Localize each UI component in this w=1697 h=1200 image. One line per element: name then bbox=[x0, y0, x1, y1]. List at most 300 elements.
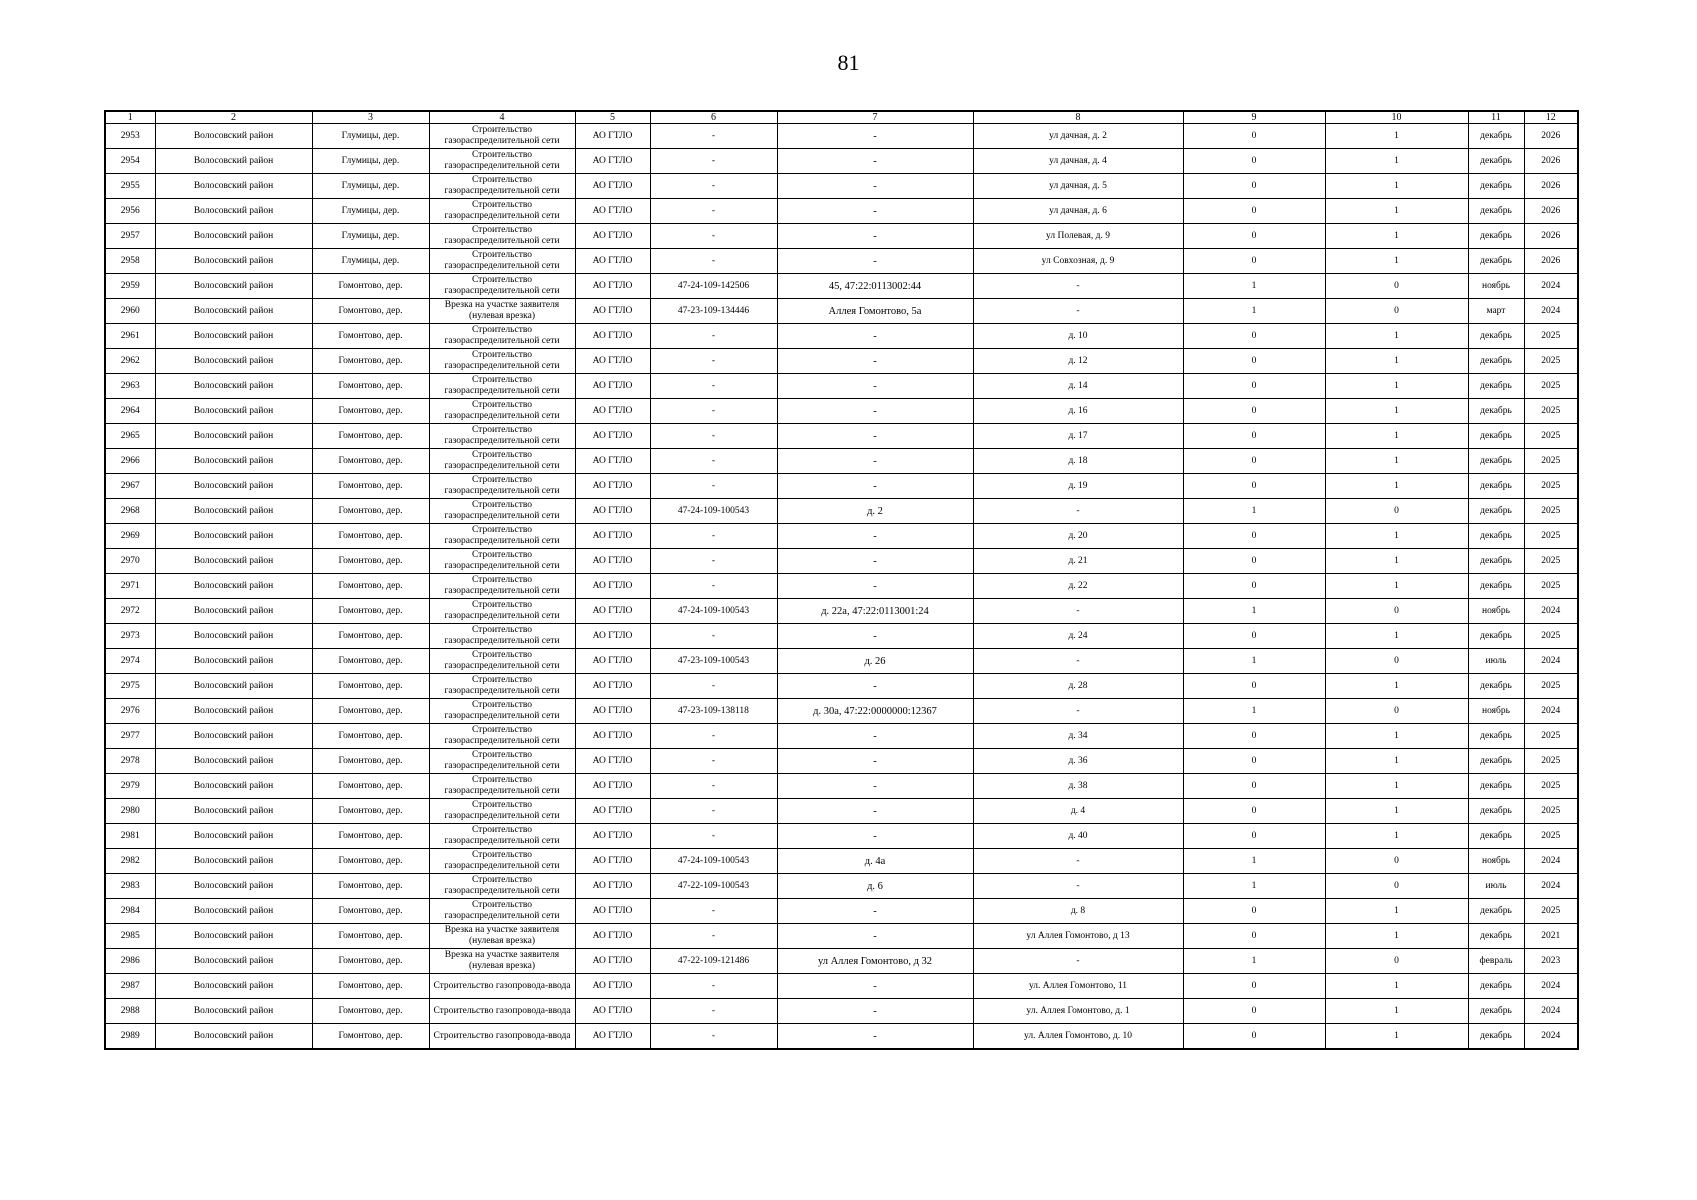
table-cell: Волосовский район bbox=[155, 324, 312, 349]
table-cell: 2026 bbox=[1524, 249, 1578, 274]
table-cell: 2956 bbox=[105, 199, 155, 224]
table-cell: 1 bbox=[1325, 674, 1468, 699]
table-cell: АО ГТЛО bbox=[575, 1024, 650, 1050]
table-cell: АО ГТЛО bbox=[575, 874, 650, 899]
table-cell: 47-22-109-100543 bbox=[650, 874, 777, 899]
table-cell: декабрь bbox=[1468, 774, 1524, 799]
table-cell: д. 20 bbox=[973, 524, 1183, 549]
table-row bbox=[105, 599, 1578, 624]
table-cell: - bbox=[650, 474, 777, 499]
table-cell: март bbox=[1468, 299, 1524, 324]
table-cell: - bbox=[777, 799, 973, 824]
table-cell: - bbox=[650, 799, 777, 824]
table-cell: - bbox=[650, 1024, 777, 1050]
table-cell: 1 bbox=[1325, 899, 1468, 924]
table-cell: 2025 bbox=[1524, 899, 1578, 924]
table-cell: - bbox=[777, 174, 973, 199]
table-cell: Гомонтово, дер. bbox=[312, 424, 429, 449]
table-cell: - bbox=[777, 624, 973, 649]
table-cell: декабрь bbox=[1468, 674, 1524, 699]
table-cell: 1 bbox=[1325, 324, 1468, 349]
table-cell: 1 bbox=[1325, 799, 1468, 824]
table-cell: декабрь bbox=[1468, 899, 1524, 924]
table-cell: д. 40 bbox=[973, 824, 1183, 849]
table-cell: 2974 bbox=[105, 649, 155, 674]
table-cell: 0 bbox=[1183, 824, 1325, 849]
table-cell: 0 bbox=[1183, 399, 1325, 424]
table-cell: - bbox=[777, 899, 973, 924]
table-cell: 2979 bbox=[105, 774, 155, 799]
table-cell: 1 bbox=[1325, 774, 1468, 799]
table-cell: декабрь bbox=[1468, 249, 1524, 274]
table-cell: 47-23-109-100543 bbox=[650, 649, 777, 674]
table-cell: АО ГТЛО bbox=[575, 599, 650, 624]
table-cell: Гомонтово, дер. bbox=[312, 824, 429, 849]
table-cell: декабрь bbox=[1468, 374, 1524, 399]
table-cell: Волосовский район bbox=[155, 649, 312, 674]
table-cell: 1 bbox=[1183, 874, 1325, 899]
table-cell: - bbox=[650, 524, 777, 549]
table-row bbox=[105, 724, 1578, 749]
table-row bbox=[105, 849, 1578, 874]
table-cell: 1 bbox=[1183, 499, 1325, 524]
table-cell: Строительство газораспределительной сети bbox=[429, 249, 575, 274]
table-cell: Гомонтово, дер. bbox=[312, 574, 429, 599]
table-cell: 1 bbox=[1183, 949, 1325, 974]
table-cell: д. 14 bbox=[973, 374, 1183, 399]
table-cell: Гомонтово, дер. bbox=[312, 649, 429, 674]
table-cell: Волосовский район bbox=[155, 349, 312, 374]
table-cell: Врезка на участке заявителя (нулевая врезка) bbox=[429, 949, 575, 974]
table-cell: Строительство газораспределительной сети bbox=[429, 699, 575, 724]
table-cell: 2953 bbox=[105, 124, 155, 149]
table-cell: 2025 bbox=[1524, 349, 1578, 374]
table-cell: ул. Аллея Гомонтово, д. 10 bbox=[973, 1024, 1183, 1050]
table-cell: АО ГТЛО bbox=[575, 424, 650, 449]
table-cell: - bbox=[973, 849, 1183, 874]
table-cell: Гомонтово, дер. bbox=[312, 699, 429, 724]
table-cell: Строительство газораспределительной сети bbox=[429, 899, 575, 924]
table-cell: 2024 bbox=[1524, 974, 1578, 999]
table-cell: Глумицы, дер. bbox=[312, 149, 429, 174]
table-cell: Волосовский район bbox=[155, 974, 312, 999]
table-cell: 1 bbox=[1325, 824, 1468, 849]
table-cell: 2025 bbox=[1524, 549, 1578, 574]
table-cell: 1 bbox=[1325, 174, 1468, 199]
table-cell: 2958 bbox=[105, 249, 155, 274]
table-cell: АО ГТЛО bbox=[575, 799, 650, 824]
table-cell: - bbox=[650, 549, 777, 574]
table-cell: 2025 bbox=[1524, 749, 1578, 774]
table-cell: ул Совхозная, д. 9 bbox=[973, 249, 1183, 274]
table-cell: декабрь bbox=[1468, 324, 1524, 349]
table-cell: 2988 bbox=[105, 999, 155, 1024]
table-cell: 0 bbox=[1183, 999, 1325, 1024]
table-cell: Строительство газораспределительной сети bbox=[429, 199, 575, 224]
table-cell: д. 22 bbox=[973, 574, 1183, 599]
table-cell: д. 17 bbox=[973, 424, 1183, 449]
column-header: 5 bbox=[575, 111, 650, 124]
table-cell: АО ГТЛО bbox=[575, 649, 650, 674]
table-cell: Волосовский район bbox=[155, 799, 312, 824]
table-cell: 1 bbox=[1325, 149, 1468, 174]
column-header: 2 bbox=[155, 111, 312, 124]
table-cell: Волосовский район bbox=[155, 299, 312, 324]
table-cell: декабрь bbox=[1468, 149, 1524, 174]
table-cell: Строительство газораспределительной сети bbox=[429, 599, 575, 624]
table-cell: 2024 bbox=[1524, 649, 1578, 674]
table-cell: 2965 bbox=[105, 424, 155, 449]
table-cell: 0 bbox=[1183, 749, 1325, 774]
table-cell: 2025 bbox=[1524, 824, 1578, 849]
table-cell: 2986 bbox=[105, 949, 155, 974]
table-cell: Гомонтово, дер. bbox=[312, 524, 429, 549]
table-cell: д. 21 bbox=[973, 549, 1183, 574]
table-cell: ул дачная, д. 2 bbox=[973, 124, 1183, 149]
table-cell: Волосовский район bbox=[155, 424, 312, 449]
table-cell: АО ГТЛО bbox=[575, 349, 650, 374]
table-cell: - bbox=[973, 874, 1183, 899]
table-cell: д. 34 bbox=[973, 724, 1183, 749]
table-cell: 0 bbox=[1325, 599, 1468, 624]
table-cell: - bbox=[777, 349, 973, 374]
table-cell: 2962 bbox=[105, 349, 155, 374]
table-cell: 1 bbox=[1183, 699, 1325, 724]
table-cell: декабрь bbox=[1468, 424, 1524, 449]
table-cell: - bbox=[650, 749, 777, 774]
table-cell: Волосовский район bbox=[155, 449, 312, 474]
table-cell: Глумицы, дер. bbox=[312, 124, 429, 149]
table-cell: 1 bbox=[1325, 424, 1468, 449]
table-cell: Волосовский район bbox=[155, 899, 312, 924]
table-cell: АО ГТЛО bbox=[575, 749, 650, 774]
table-cell: июль bbox=[1468, 649, 1524, 674]
table-cell: ул. Аллея Гомонтово, д. 1 bbox=[973, 999, 1183, 1024]
table-cell: Гомонтово, дер. bbox=[312, 449, 429, 474]
table-cell: Врезка на участке заявителя (нулевая врезка) bbox=[429, 924, 575, 949]
column-header: 9 bbox=[1183, 111, 1325, 124]
table-cell: 2025 bbox=[1524, 399, 1578, 424]
table-cell: - bbox=[650, 324, 777, 349]
table-cell: АО ГТЛО bbox=[575, 574, 650, 599]
table-row bbox=[105, 774, 1578, 799]
table-cell: февраль bbox=[1468, 949, 1524, 974]
table-cell: Волосовский район bbox=[155, 624, 312, 649]
table-cell: д. 6 bbox=[777, 874, 973, 899]
table-row bbox=[105, 824, 1578, 849]
table-cell: Волосовский район bbox=[155, 374, 312, 399]
table-cell: Гомонтово, дер. bbox=[312, 349, 429, 374]
table-cell: АО ГТЛО bbox=[575, 624, 650, 649]
table-row bbox=[105, 399, 1578, 424]
table-cell: - bbox=[650, 149, 777, 174]
table-cell: - bbox=[973, 499, 1183, 524]
table-body bbox=[105, 124, 1578, 1050]
table-cell: декабрь bbox=[1468, 399, 1524, 424]
table-cell: 2025 bbox=[1524, 374, 1578, 399]
table-cell: 2970 bbox=[105, 549, 155, 574]
table-cell: ул дачная, д. 6 bbox=[973, 199, 1183, 224]
table-cell: 0 bbox=[1183, 324, 1325, 349]
table-cell: 2025 bbox=[1524, 774, 1578, 799]
table-row bbox=[105, 524, 1578, 549]
table-cell: АО ГТЛО bbox=[575, 924, 650, 949]
table-cell: 0 bbox=[1183, 724, 1325, 749]
table-cell: Врезка на участке заявителя (нулевая врезка) bbox=[429, 299, 575, 324]
table-row bbox=[105, 299, 1578, 324]
table-cell: ноябрь bbox=[1468, 699, 1524, 724]
table-cell: Волосовский район bbox=[155, 174, 312, 199]
table-cell: АО ГТЛО bbox=[575, 324, 650, 349]
table-cell: - bbox=[650, 724, 777, 749]
table-cell: Гомонтово, дер. bbox=[312, 624, 429, 649]
table-cell: ноябрь bbox=[1468, 599, 1524, 624]
table-cell: Волосовский район bbox=[155, 1024, 312, 1050]
table-cell: 1 bbox=[1325, 724, 1468, 749]
table-cell: - bbox=[777, 549, 973, 574]
table-cell: 47-23-109-138118 bbox=[650, 699, 777, 724]
table-cell: 0 bbox=[1183, 249, 1325, 274]
column-header: 6 bbox=[650, 111, 777, 124]
table-cell: - bbox=[777, 574, 973, 599]
table-row bbox=[105, 674, 1578, 699]
column-header: 1 bbox=[105, 111, 155, 124]
table-cell: д. 10 bbox=[973, 324, 1183, 349]
table-cell: 0 bbox=[1183, 1024, 1325, 1050]
table-row bbox=[105, 949, 1578, 974]
table-cell: 2024 bbox=[1524, 1024, 1578, 1050]
table-cell: 2025 bbox=[1524, 524, 1578, 549]
table-row bbox=[105, 899, 1578, 924]
table-cell: АО ГТЛО bbox=[575, 224, 650, 249]
header-row bbox=[105, 111, 1578, 124]
table-cell: - bbox=[777, 249, 973, 274]
table-cell: Гомонтово, дер. bbox=[312, 774, 429, 799]
table-cell: 2025 bbox=[1524, 799, 1578, 824]
table-cell: - bbox=[650, 124, 777, 149]
table-cell: декабрь bbox=[1468, 524, 1524, 549]
table-cell: Гомонтово, дер. bbox=[312, 924, 429, 949]
table-cell: д. 28 bbox=[973, 674, 1183, 699]
table-cell: АО ГТЛО bbox=[575, 449, 650, 474]
table-cell: декабрь bbox=[1468, 124, 1524, 149]
table-row bbox=[105, 749, 1578, 774]
table-cell: декабрь bbox=[1468, 574, 1524, 599]
table-cell: 0 bbox=[1325, 499, 1468, 524]
table-cell: Волосовский район bbox=[155, 824, 312, 849]
table-cell: 0 bbox=[1183, 674, 1325, 699]
table-row bbox=[105, 574, 1578, 599]
table-cell: Строительство газораспределительной сети bbox=[429, 224, 575, 249]
table-cell: АО ГТЛО bbox=[575, 299, 650, 324]
table-row bbox=[105, 199, 1578, 224]
table-row bbox=[105, 624, 1578, 649]
table-row bbox=[105, 799, 1578, 824]
table-cell: ул дачная, д. 4 bbox=[973, 149, 1183, 174]
table-cell: 2026 bbox=[1524, 224, 1578, 249]
table-cell: 2026 bbox=[1524, 124, 1578, 149]
table-cell: Гомонтово, дер. bbox=[312, 849, 429, 874]
table-cell: - bbox=[777, 924, 973, 949]
table-cell: - bbox=[650, 374, 777, 399]
table-cell: Строительство газораспределительной сети bbox=[429, 349, 575, 374]
table-cell: АО ГТЛО bbox=[575, 849, 650, 874]
table-cell: 2981 bbox=[105, 824, 155, 849]
table-cell: Волосовский район bbox=[155, 574, 312, 599]
column-header: 7 bbox=[777, 111, 973, 124]
table-cell: д. 4 bbox=[973, 799, 1183, 824]
page-number: 81 bbox=[837, 50, 860, 75]
table-row bbox=[105, 249, 1578, 274]
table-cell: декабрь bbox=[1468, 199, 1524, 224]
table-cell: ул Аллея Гомонтово, д 13 bbox=[973, 924, 1183, 949]
table-cell: 45, 47:22:0113002:44 bbox=[777, 274, 973, 299]
table-cell: 0 bbox=[1325, 849, 1468, 874]
table-cell: Волосовский район bbox=[155, 724, 312, 749]
table-cell: Волосовский район bbox=[155, 849, 312, 874]
table-cell: Строительство газораспределительной сети bbox=[429, 574, 575, 599]
table-cell: АО ГТЛО bbox=[575, 524, 650, 549]
table-cell: Строительство газораспределительной сети bbox=[429, 774, 575, 799]
table-cell: 0 bbox=[1183, 549, 1325, 574]
table-cell: 0 bbox=[1183, 899, 1325, 924]
table-cell: д. 22а, 47:22:0113001:24 bbox=[777, 599, 973, 624]
table-cell: 0 bbox=[1183, 174, 1325, 199]
table-cell: - bbox=[777, 824, 973, 849]
table-cell: 47-22-109-121486 bbox=[650, 949, 777, 974]
table-cell: декабрь bbox=[1468, 449, 1524, 474]
table-cell: 1 bbox=[1325, 1024, 1468, 1050]
table-cell: Волосовский район bbox=[155, 399, 312, 424]
table-cell: - bbox=[973, 299, 1183, 324]
table-cell: Гомонтово, дер. bbox=[312, 724, 429, 749]
table-cell: 2980 bbox=[105, 799, 155, 824]
table-cell: Волосовский район bbox=[155, 224, 312, 249]
table-cell: 2960 bbox=[105, 299, 155, 324]
table-cell: Строительство газораспределительной сети bbox=[429, 449, 575, 474]
table-cell: 0 bbox=[1325, 299, 1468, 324]
table-cell: 1 bbox=[1325, 224, 1468, 249]
table-cell: Строительство газораспределительной сети bbox=[429, 824, 575, 849]
table-cell: ул Аллея Гомонтово, д 32 bbox=[777, 949, 973, 974]
table-cell: Строительство газораспределительной сети bbox=[429, 424, 575, 449]
table-cell: - bbox=[650, 824, 777, 849]
table-cell: 2977 bbox=[105, 724, 155, 749]
table-cell: 1 bbox=[1325, 524, 1468, 549]
table-cell: 2968 bbox=[105, 499, 155, 524]
table-cell: 1 bbox=[1325, 124, 1468, 149]
table-cell: 0 bbox=[1183, 149, 1325, 174]
table-cell: декабрь bbox=[1468, 624, 1524, 649]
table-cell: 2025 bbox=[1524, 424, 1578, 449]
table-cell: - bbox=[650, 574, 777, 599]
table-cell: 0 bbox=[1183, 799, 1325, 824]
table-cell: 0 bbox=[1183, 124, 1325, 149]
table-cell: Гомонтово, дер. bbox=[312, 874, 429, 899]
table-cell: 2025 bbox=[1524, 574, 1578, 599]
table-cell: 1 bbox=[1325, 749, 1468, 774]
table-cell: 2987 bbox=[105, 974, 155, 999]
table-cell: - bbox=[777, 374, 973, 399]
table-row bbox=[105, 999, 1578, 1024]
table-cell: Гомонтово, дер. bbox=[312, 549, 429, 574]
table-cell: 1 bbox=[1325, 999, 1468, 1024]
table-cell: ул Полевая, д. 9 bbox=[973, 224, 1183, 249]
table-cell: Строительство газораспределительной сети bbox=[429, 274, 575, 299]
table-cell: Гомонтово, дер. bbox=[312, 274, 429, 299]
table-cell: АО ГТЛО bbox=[575, 499, 650, 524]
table-cell: Аллея Гомонтово, 5а bbox=[777, 299, 973, 324]
table-cell: декабрь bbox=[1468, 999, 1524, 1024]
table-cell: декабрь bbox=[1468, 824, 1524, 849]
table-cell: 2024 bbox=[1524, 849, 1578, 874]
table-cell: АО ГТЛО bbox=[575, 399, 650, 424]
table-cell: Гомонтово, дер. bbox=[312, 324, 429, 349]
table-cell: д. 26 bbox=[777, 649, 973, 674]
table-cell: - bbox=[973, 274, 1183, 299]
table-cell: 2025 bbox=[1524, 474, 1578, 499]
table-cell: д. 38 bbox=[973, 774, 1183, 799]
table-cell: - bbox=[777, 199, 973, 224]
table-cell: Гомонтово, дер. bbox=[312, 1024, 429, 1050]
table-row bbox=[105, 699, 1578, 724]
table-cell: д. 19 bbox=[973, 474, 1183, 499]
table-cell: 2026 bbox=[1524, 174, 1578, 199]
table-cell: 0 bbox=[1325, 874, 1468, 899]
table-cell: Волосовский район bbox=[155, 999, 312, 1024]
table-cell: Волосовский район bbox=[155, 499, 312, 524]
table-cell: декабрь bbox=[1468, 499, 1524, 524]
table-cell: АО ГТЛО bbox=[575, 774, 650, 799]
table-cell: - bbox=[650, 249, 777, 274]
table-cell: Строительство газораспределительной сети bbox=[429, 649, 575, 674]
table-cell: - bbox=[650, 999, 777, 1024]
table-cell: 0 bbox=[1183, 624, 1325, 649]
table-cell: Строительство газораспределительной сети bbox=[429, 174, 575, 199]
table-cell: 1 bbox=[1325, 549, 1468, 574]
table-cell: АО ГТЛО bbox=[575, 274, 650, 299]
table-row bbox=[105, 324, 1578, 349]
table-cell: 2024 bbox=[1524, 874, 1578, 899]
table-cell: Волосовский район bbox=[155, 124, 312, 149]
table-cell: 2964 bbox=[105, 399, 155, 424]
table-cell: Строительство газопровода-ввода bbox=[429, 1024, 575, 1050]
table-cell: Строительство газораспределительной сети bbox=[429, 874, 575, 899]
table-cell: д. 8 bbox=[973, 899, 1183, 924]
table-cell: - bbox=[777, 399, 973, 424]
table-row bbox=[105, 974, 1578, 999]
table-cell: декабрь bbox=[1468, 974, 1524, 999]
table-cell: АО ГТЛО bbox=[575, 174, 650, 199]
table-cell: АО ГТЛО bbox=[575, 249, 650, 274]
table-cell: 1 bbox=[1325, 449, 1468, 474]
table-cell: - bbox=[650, 624, 777, 649]
table-cell: 47-23-109-134446 bbox=[650, 299, 777, 324]
table-cell: Строительство газораспределительной сети bbox=[429, 499, 575, 524]
table-cell: 0 bbox=[1183, 574, 1325, 599]
table-cell: д. 2 bbox=[777, 499, 973, 524]
table-cell: Строительство газораспределительной сети bbox=[429, 549, 575, 574]
table-cell: ул дачная, д. 5 bbox=[973, 174, 1183, 199]
table-cell: 1 bbox=[1325, 474, 1468, 499]
table-cell: Гомонтово, дер. bbox=[312, 474, 429, 499]
table-cell: 0 bbox=[1183, 449, 1325, 474]
table-cell: - bbox=[777, 474, 973, 499]
table-cell: декабрь bbox=[1468, 549, 1524, 574]
table-cell: - bbox=[777, 974, 973, 999]
table-cell: - bbox=[777, 999, 973, 1024]
table-cell: АО ГТЛО bbox=[575, 999, 650, 1024]
